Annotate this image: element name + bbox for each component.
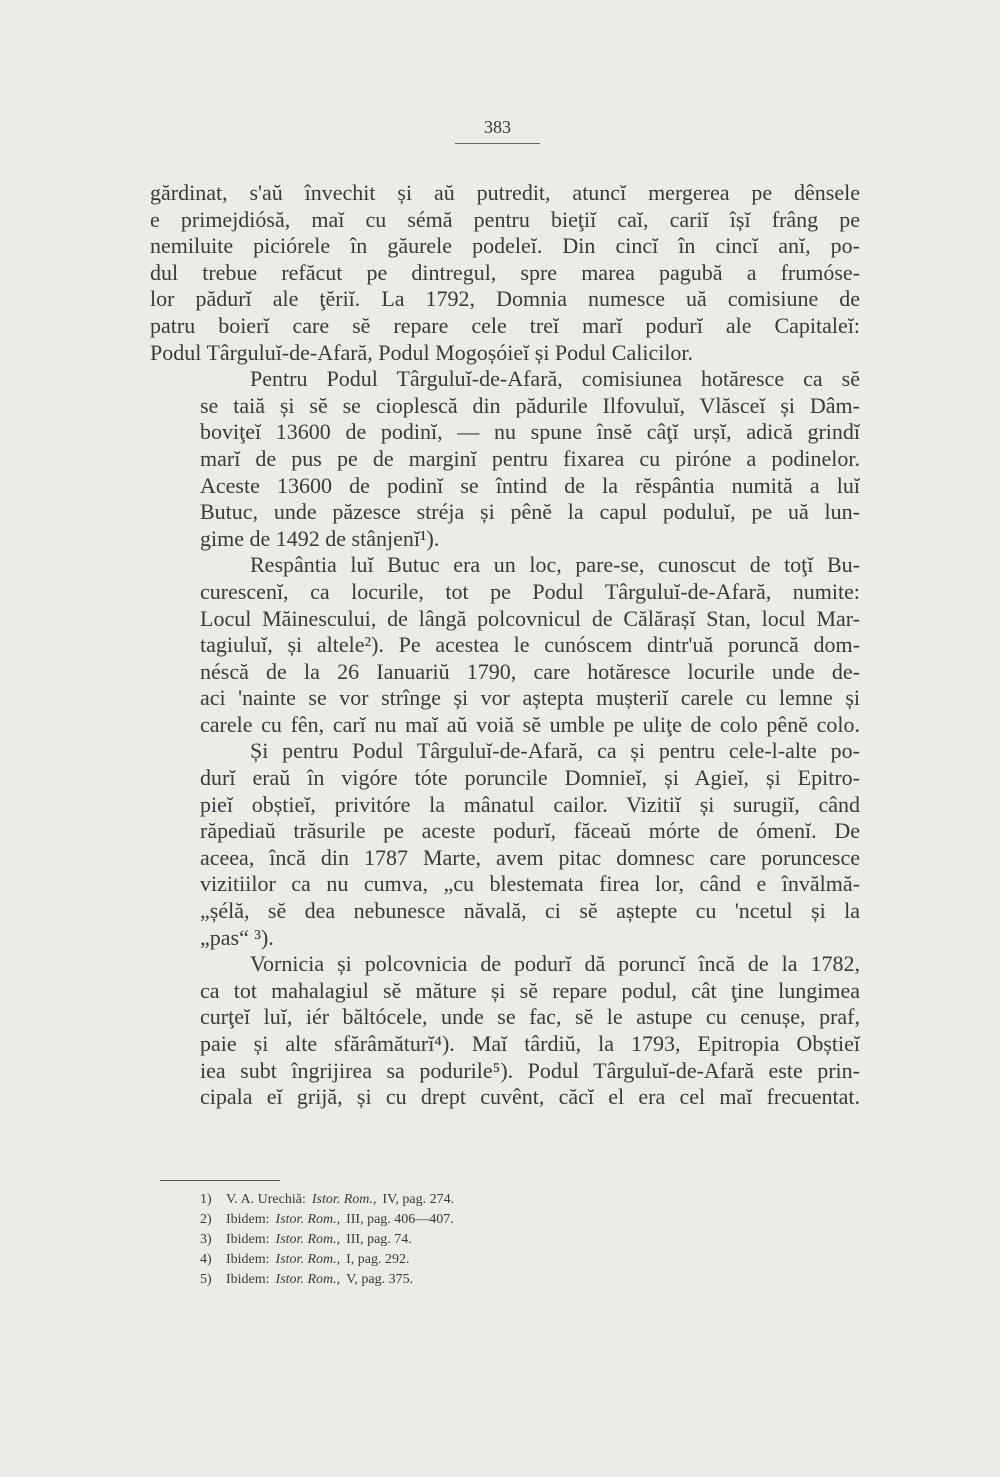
text-line: marĭ de pus pe de marginĭ pentru fixarea cu piróne a podinelor. <box>200 445 860 471</box>
text-line: „pas“ ³). <box>200 924 274 950</box>
footnote-author: Ibidem: <box>226 1252 270 1267</box>
paragraph <box>150 951 860 1111</box>
footnote-ref: I, pag. 292. <box>346 1252 410 1267</box>
page-number-rule <box>455 143 540 144</box>
text-line: gărdinat, s'aŭ învechit și aŭ putredit, atuncĭ mergerea pe dênsele <box>150 180 860 205</box>
footnote-rule <box>160 1180 280 1181</box>
text-line: paie și alte sfărâmăturĭ⁴). Maĭ târdiŭ, la 1793, Epitropia Obștieĭ <box>200 1031 860 1056</box>
footnote-author: Ibidem: <box>226 1272 270 1287</box>
footnote-author: V. A. Urechiă: <box>226 1192 306 1207</box>
footnotes <box>200 1190 700 1290</box>
body-text <box>150 180 860 1111</box>
footnote-ref: III, pag. 406—407. <box>346 1212 454 1227</box>
text-line: curescenĭ, ca locurile, tot pe Podul Târguluĭ-de-Afară, numite: <box>200 578 860 604</box>
text-line: dul trebue refăcut pe dintregul, spre marea pagubă a frumóse- <box>150 259 860 285</box>
footnote <box>200 1270 700 1290</box>
text-line: néscă de la 26 Ianuariŭ 1790, care hotăresce locurile unde de- <box>200 658 860 684</box>
paragraph <box>150 366 860 552</box>
footnote-work: Istor. Rom., <box>275 1212 341 1227</box>
footnote-work: Istor. Rom., <box>275 1232 341 1247</box>
footnote-ref: V, pag. 375. <box>346 1272 414 1287</box>
text-line: boviţeĭ 13600 de podinĭ, — nu spune însĕ câţĭ urșĭ, adică grindĭ <box>200 419 860 445</box>
footnote-author: Ibidem: <box>226 1232 270 1247</box>
footnote <box>200 1210 700 1230</box>
text-line: tagiuluĭ, și altele²). Pe acestea le cunóscem dintr'uă poruncă dom- <box>200 632 860 658</box>
text-line: vizitiilor ca nu cumva, „cu blestemata firea lor, când e învălmă- <box>200 871 860 897</box>
text-line: aceea, încă din 1787 Marte, avem pitac domnesc care poruncesce <box>200 844 860 870</box>
text-line: se taiă și sĕ se cioplescă din pădurile Ilfovuluĭ, Vlăsceĭ și Dâm- <box>200 392 860 418</box>
text-line: e primejdiósă, maĭ cu sémă pentru bieţiĭ caĭ, cariĭ îșĭ frâng pe <box>150 206 860 232</box>
paragraph <box>150 738 860 951</box>
text-line: Vornicia și polcovnicia de podurĭ dă poruncĭ încă de la 1782, <box>250 951 860 977</box>
footnote <box>200 1250 700 1270</box>
paragraph <box>150 180 860 366</box>
paragraph <box>150 552 860 738</box>
text-line: aci 'nainte se vor strînge și vor aștepta mușteriĭ carele cu lemne și <box>200 685 860 711</box>
text-line: Butuc, unde păzesce stréja și pênĕ la capul poduluĭ, pe uă lun- <box>200 499 860 525</box>
footnote <box>200 1230 700 1250</box>
text-line: gime de 1492 de stânjenĭ¹). <box>200 525 440 551</box>
text-line: iea subt îngrijirea sa podurile⁵). Podul Târguluĭ-de-Afară este prin- <box>200 1057 860 1083</box>
text-line: răpediaŭ trăsurile pe aceste podurĭ, făceaŭ mórte de ómenĭ. De <box>200 818 860 844</box>
footnote-ref: IV, pag. 274. <box>382 1192 455 1207</box>
footnote-work: Istor. Rom., <box>275 1272 341 1287</box>
text-line: curţeĭ luĭ, iér băltócele, unde se fac, sĕ le astupe cu cenușe, praf, <box>200 1004 860 1030</box>
text-line: Pentru Podul Târguluĭ-de-Afară, comisiunea hotăresce ca sĕ <box>250 366 860 392</box>
text-line: carele cu fên, carĭ nu maĭ aŭ voiă sĕ umble pe uliţe de colo pênĕ colo. <box>200 711 860 737</box>
footnote <box>200 1190 700 1210</box>
text-line: patru boierĭ care sĕ repare cele treĭ marĭ podurĭ ale Capitaleĭ: <box>150 312 860 338</box>
footnote-number: 3) <box>200 1232 212 1247</box>
text-line: „șélă, sĕ dea nebunesce năvală, ci sĕ aștepte cu 'ncetul și la <box>200 898 860 924</box>
text-line: durĭ eraŭ în vigóre tóte poruncile Domnieĭ, și Agieĭ, și Epitro- <box>200 765 860 791</box>
text-line: Podul Târguluĭ-de-Afară, Podul Mogoșóieĭ și Podul Calicilor. <box>150 339 694 365</box>
text-line: Respântia luĭ Butuc era un loc, pare-se, cunoscut de toţĭ Bu- <box>250 552 860 578</box>
text-line: nemiluite piciórele în găurele podeleĭ. Din cincĭ în cincĭ anĭ, po- <box>150 233 860 259</box>
text-line: lor pădurĭ ale ţĕriĭ. La 1792, Domnia numesce uă comisiune de <box>150 286 860 312</box>
page-number: 383 <box>484 117 511 137</box>
text-line: cipala eĭ grijă, și cu drept cuvênt, căcĭ el era cel maĭ frecuentat. <box>200 1084 860 1110</box>
footnote-author: Ibidem: <box>226 1212 270 1227</box>
text-line: Aceste 13600 de podinĭ se întind de la rĕspântia numită a luĭ <box>200 472 860 498</box>
footnote-number: 4) <box>200 1252 212 1267</box>
footnote-work: Istor. Rom., <box>275 1252 341 1267</box>
text-line: Locul Măinescului, de lângă polcovnicul de Călărașĭ Stan, locul Mar- <box>200 605 860 631</box>
footnote-number: 5) <box>200 1272 212 1287</box>
text-line: ca tot mahalagiul sĕ măture și sĕ repare podul, cât ţine lungimea <box>200 977 860 1003</box>
footnote-ref: III, pag. 74. <box>346 1232 412 1247</box>
footnote-number: 1) <box>200 1192 212 1207</box>
footnote-number: 2) <box>200 1212 212 1227</box>
footnote-work: Istor. Rom., <box>311 1192 377 1207</box>
text-line: Și pentru Podul Târguluĭ-de-Afară, ca și pentru cele-l-alte po- <box>250 738 860 764</box>
text-line: pieĭ obștieĭ, privitóre la mânatul cailor. Vizitiĭ și surugiĭ, când <box>200 791 860 817</box>
